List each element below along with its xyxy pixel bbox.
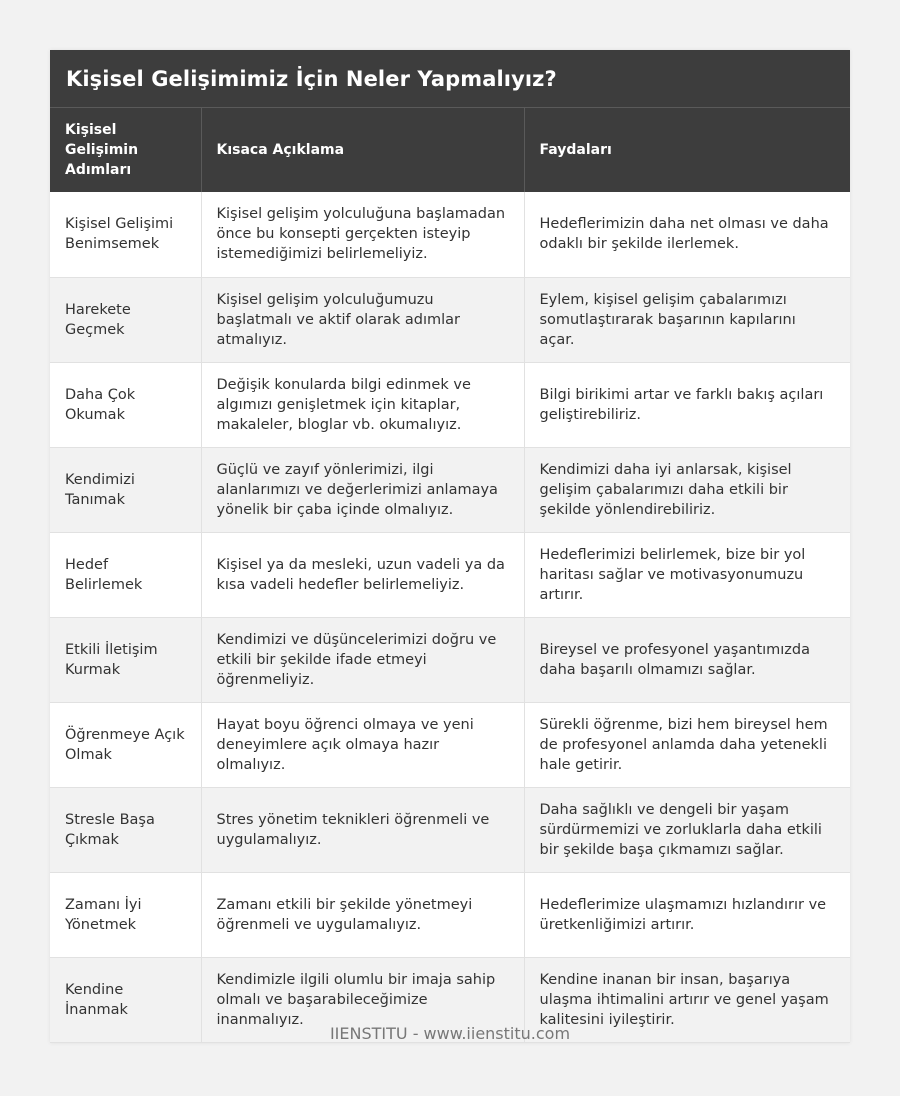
cell-benefits: Kendimizi daha iyi anlarsak, kişisel gelişim çabalarımızı daha etkili bir şekilde yönlendirebiliriz. xyxy=(524,447,850,532)
cell-description: Kişisel ya da mesleki, uzun vadeli ya da kısa vadeli hedefler belirlemeliyiz. xyxy=(201,532,524,617)
cell-description: Kendimizle ilgili olumlu bir imaja sahip olmalı ve başarabileceğimize inanmalıyız. xyxy=(201,957,524,1042)
cell-description: Hayat boyu öğrenci olmaya ve yeni deneyimlere açık olmaya hazır olmalıyız. xyxy=(201,702,524,787)
cell-step: Daha Çok Okumak xyxy=(50,362,201,447)
steps-table xyxy=(50,108,850,1043)
table-header xyxy=(50,108,850,192)
table-row xyxy=(50,787,850,872)
cell-step: Kendine İnanmak xyxy=(50,957,201,1042)
cell-step: Stresle Başa Çıkmak xyxy=(50,787,201,872)
cell-step: Etkili İletişim Kurmak xyxy=(50,617,201,702)
cell-step: Kişisel Gelişimi Benimsemek xyxy=(50,192,201,277)
table-row xyxy=(50,872,850,957)
table-row xyxy=(50,702,850,787)
column-header-step: Kişisel Gelişimin Adımları xyxy=(50,108,201,192)
cell-step: Hedef Belirlemek xyxy=(50,532,201,617)
cell-step: Öğrenmeye Açık Olmak xyxy=(50,702,201,787)
table-row xyxy=(50,447,850,532)
cell-description: Kendimizi ve düşüncelerimizi doğru ve etkili bir şekilde ifade etmeyi öğrenmeliyiz. xyxy=(201,617,524,702)
cell-benefits: Hedeflerimizin daha net olması ve daha odaklı bir şekilde ilerlemek. xyxy=(524,192,850,277)
cell-description: Değişik konularda bilgi edinmek ve algımızı genişletmek için kitaplar, makaleler, bloglar vb. okumalıyız. xyxy=(201,362,524,447)
cell-benefits: Bireysel ve profesyonel yaşantımızda daha başarılı olmamızı sağlar. xyxy=(524,617,850,702)
table-row xyxy=(50,277,850,362)
cell-step: Harekete Geçmek xyxy=(50,277,201,362)
cell-benefits: Sürekli öğrenme, bizi hem bireysel hem de profesyonel anlamda daha yetenekli hale getirir. xyxy=(524,702,850,787)
cell-description: Kişisel gelişim yolculuğumuzu başlatmalı ve aktif olarak adımlar atmalıyız. xyxy=(201,277,524,362)
table-row xyxy=(50,192,850,277)
cell-description: Güçlü ve zayıf yönlerimizi, ilgi alanlarımızı ve değerlerimizi anlamaya yönelik bir çaba içinde olmalıyız. xyxy=(201,447,524,532)
cell-benefits: Eylem, kişisel gelişim çabalarımızı somutlaştırarak başarının kapılarını açar. xyxy=(524,277,850,362)
cell-benefits: Kendine inanan bir insan, başarıya ulaşma ihtimalini artırır ve genel yaşam kalitesini iyileştirir. xyxy=(524,957,850,1042)
cell-description: Zamanı etkili bir şekilde yönetmeyi öğrenmeli ve uygulamalıyız. xyxy=(201,872,524,957)
cell-benefits: Daha sağlıklı ve dengeli bir yaşam sürdürmemizi ve zorluklarla daha etkili bir şekilde başa çıkmamızı sağlar. xyxy=(524,787,850,872)
footer-credit: IIENSTITU - www.iienstitu.com xyxy=(329,1024,571,1043)
table-title: Kişisel Gelişimimiz İçin Neler Yapmalıyız? xyxy=(50,50,850,108)
table-row xyxy=(50,617,850,702)
cell-step: Zamanı İyi Yönetmek xyxy=(50,872,201,957)
table-row xyxy=(50,532,850,617)
cell-step: Kendimizi Tanımak xyxy=(50,447,201,532)
table-row xyxy=(50,362,850,447)
cell-description: Kişisel gelişim yolculuğuna başlamadan önce bu konsepti gerçekten isteyip istemediğimizi belirlemeliyiz. xyxy=(201,192,524,277)
cell-benefits: Bilgi birikimi artar ve farklı bakış açıları geliştirebiliriz. xyxy=(524,362,850,447)
column-header-benefits: Faydaları xyxy=(524,108,850,192)
header-row xyxy=(50,108,850,192)
column-header-description: Kısaca Açıklama xyxy=(201,108,524,192)
table-card xyxy=(50,50,850,1043)
cell-benefits: Hedeflerimize ulaşmamızı hızlandırır ve üretkenliğimizi artırır. xyxy=(524,872,850,957)
table-body xyxy=(50,192,850,1042)
cell-benefits: Hedeflerimizi belirlemek, bize bir yol haritası sağlar ve motivasyonumuzu artırır. xyxy=(524,532,850,617)
cell-description: Stres yönetim teknikleri öğrenmeli ve uygulamalıyız. xyxy=(201,787,524,872)
